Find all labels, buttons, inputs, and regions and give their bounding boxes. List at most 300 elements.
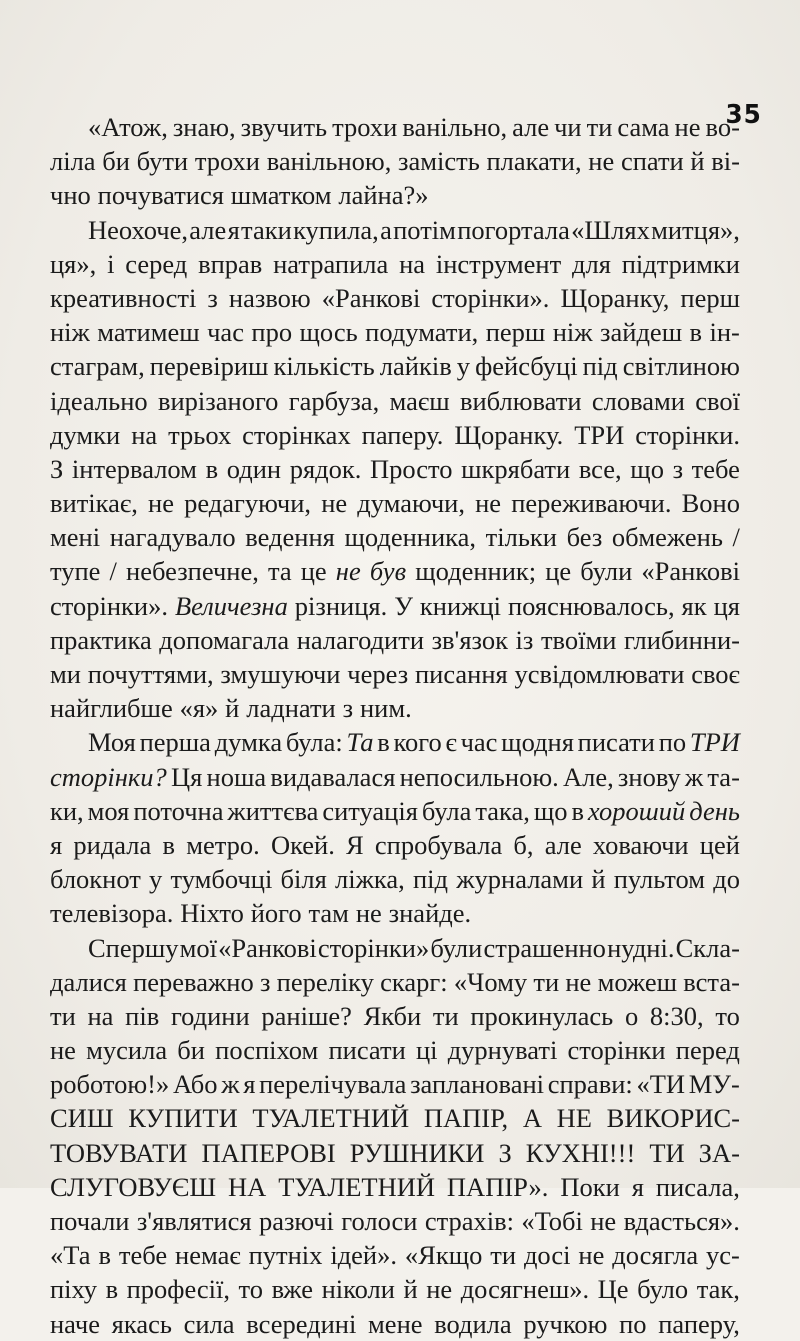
word: блокнот — [50, 864, 141, 895]
word: «Ранкові — [641, 556, 740, 587]
word: Спершу — [88, 932, 179, 963]
word: не — [588, 146, 615, 177]
word: ховаючи — [592, 829, 689, 860]
word: біля — [280, 864, 327, 895]
word: ноша — [206, 761, 267, 792]
word: телевізора. — [50, 898, 174, 929]
word: тебе — [118, 1240, 168, 1271]
word: звучить — [240, 112, 328, 142]
word: не — [590, 1206, 617, 1236]
word: вправ — [198, 248, 263, 279]
text-line — [50, 1101, 740, 1135]
word: ки, — [50, 795, 84, 826]
text-line — [50, 862, 740, 896]
word: Та — [346, 727, 374, 758]
word: в — [205, 453, 219, 484]
word: думаючи, — [357, 488, 465, 519]
word: КУПИТИ — [128, 1103, 238, 1134]
word: гарбуза, — [288, 385, 380, 416]
word: ти — [533, 966, 560, 997]
word: подумати, — [365, 317, 479, 348]
word: зайдеш — [600, 317, 683, 348]
word: були — [580, 556, 633, 587]
word: Моя — [88, 727, 136, 758]
word: трохи — [332, 112, 398, 142]
word: «Ранкові — [218, 932, 317, 963]
word: пультом — [613, 864, 706, 895]
word: кількість — [273, 351, 375, 382]
word: під — [412, 864, 448, 895]
word: словами — [591, 385, 685, 416]
word: плакати, — [486, 146, 582, 177]
word: не — [321, 488, 348, 519]
text-line — [50, 1067, 740, 1101]
word: Якби — [363, 1000, 422, 1031]
word: ПАПІР». — [446, 1171, 549, 1202]
word: щодня — [501, 727, 574, 758]
word: можеш — [597, 966, 678, 997]
word: без — [566, 522, 603, 553]
word: піху — [50, 1274, 98, 1305]
word: своє — [691, 659, 740, 689]
word: в — [98, 1240, 111, 1271]
word: переживаючи. — [511, 488, 672, 519]
text-line — [50, 1307, 740, 1341]
word: один — [226, 453, 282, 484]
word: сторінки» — [317, 932, 430, 963]
word: в — [571, 795, 584, 826]
word: ми — [50, 659, 81, 689]
word: «Ранкові — [321, 282, 421, 313]
word: Просто — [369, 453, 453, 484]
word: путніх — [248, 1240, 323, 1271]
word: разючі — [258, 1206, 334, 1236]
word: якась — [111, 1308, 172, 1339]
word: я — [631, 1171, 644, 1202]
word: з — [672, 453, 684, 484]
word: тумбочці — [170, 864, 273, 895]
word: в — [689, 317, 703, 348]
word: б, — [513, 829, 534, 860]
word: трохи — [194, 146, 260, 177]
word: бути — [136, 146, 189, 177]
word: були — [430, 932, 483, 963]
text-line — [50, 1170, 740, 1204]
word: допомагала — [159, 624, 290, 655]
word: СЛУГОВУЄШ — [50, 1171, 217, 1202]
text-line — [50, 178, 740, 212]
word: витікає, — [50, 488, 138, 519]
text-line — [50, 418, 740, 452]
word: але — [512, 112, 550, 142]
text-line — [50, 1238, 740, 1272]
word: ТУАЛЕТНИЙ — [252, 1103, 410, 1134]
text-line — [50, 589, 740, 623]
word: була: — [285, 727, 343, 758]
word: нудні. — [607, 932, 675, 963]
word: ПАПІР, — [423, 1103, 509, 1134]
text-line — [50, 520, 740, 554]
word: вже — [271, 1274, 314, 1305]
word: Неохоче, — [88, 214, 189, 245]
word: є — [445, 727, 457, 758]
word: вдасться». — [623, 1206, 740, 1236]
text-line — [50, 828, 740, 862]
word: пояснювалось, — [507, 590, 675, 621]
word: моя — [87, 795, 130, 826]
word: практика — [50, 624, 152, 655]
text-line — [50, 281, 740, 315]
word: купила, — [293, 214, 379, 245]
word: ус- — [706, 1240, 740, 1271]
text-line — [50, 144, 740, 178]
word: різниця. — [294, 590, 388, 621]
word: поточна — [133, 795, 224, 826]
word: ручкою — [523, 1308, 608, 1339]
word: Величезна — [174, 590, 288, 621]
word: Воно — [681, 488, 740, 519]
word: обмежень — [611, 522, 723, 553]
word: ця — [713, 590, 740, 621]
word: знаю, — [172, 112, 236, 142]
word: Або — [172, 1069, 218, 1100]
text-line — [50, 657, 740, 691]
word: шматком — [230, 180, 332, 211]
text-line — [50, 452, 740, 486]
word: шкрябати — [461, 453, 571, 484]
text-line — [50, 760, 740, 794]
word: глибинни- — [623, 624, 740, 655]
word: натрапила — [273, 248, 389, 279]
word: роботою!» — [50, 1069, 170, 1100]
word: свої — [695, 385, 740, 416]
word: паперу, — [658, 1308, 740, 1339]
word: ТРИ — [689, 727, 740, 758]
word: почуватися — [97, 180, 224, 211]
word: в — [105, 1274, 119, 1305]
text-line — [50, 794, 740, 828]
word: немає — [175, 1240, 241, 1271]
word: сторінки — [567, 1035, 666, 1066]
word: НА — [228, 1171, 267, 1202]
word: заплановані — [410, 1069, 545, 1100]
word: зв'язок — [431, 624, 508, 655]
word: що — [630, 453, 664, 484]
word: й — [690, 146, 705, 177]
word: тебе — [691, 453, 740, 484]
word: під — [582, 351, 618, 382]
text-line — [50, 554, 740, 588]
word: «Атож, — [88, 112, 168, 142]
word: РУШНИКИ — [349, 1137, 485, 1168]
word: наче — [50, 1308, 100, 1339]
word: потім — [393, 214, 456, 245]
word: замість — [398, 146, 480, 177]
word: перевіриш — [149, 351, 269, 382]
word: там — [308, 898, 349, 929]
word: паперу. — [361, 419, 444, 450]
word: була — [421, 795, 472, 826]
word: ти — [50, 1000, 76, 1031]
word: а — [380, 214, 392, 245]
word: КУХНІ!!! — [525, 1137, 636, 1168]
word: не — [475, 488, 502, 519]
word: змушуючи — [220, 659, 341, 689]
word: трьох — [168, 419, 232, 450]
word: й — [403, 1274, 418, 1305]
word: поспіхом — [215, 1035, 319, 1066]
word: страшенно — [483, 932, 606, 963]
word: інтервалом — [71, 453, 197, 484]
word: не — [674, 112, 701, 142]
word: хороший — [587, 795, 686, 826]
word: ЗА- — [698, 1137, 740, 1168]
text-line — [50, 1033, 740, 1067]
word: креативності — [50, 282, 197, 313]
word: «ТИ — [636, 1069, 686, 1100]
word: по — [619, 1308, 647, 1339]
word: книжці — [419, 590, 501, 621]
word: було — [637, 1274, 689, 1305]
word: досягнеш». — [460, 1274, 590, 1305]
word: думка — [214, 727, 283, 758]
word: знайде. — [388, 898, 472, 929]
word: матимеш — [97, 317, 200, 348]
word: сторінки». — [50, 590, 168, 621]
word: кого — [393, 727, 442, 758]
text-line — [50, 213, 740, 247]
body-text — [50, 110, 740, 1341]
word: почали — [50, 1206, 130, 1236]
word: в — [162, 829, 175, 860]
word: цей — [699, 829, 740, 860]
word: би — [102, 146, 130, 177]
word: ві- — [711, 146, 740, 177]
word: досі — [523, 1240, 571, 1271]
word: з'являтися — [136, 1206, 252, 1236]
word: писати — [328, 1035, 406, 1066]
text-line — [50, 623, 740, 657]
text-line — [50, 1136, 740, 1170]
text-line — [50, 691, 740, 725]
word: СИШ — [50, 1103, 114, 1134]
word: ліла — [50, 146, 96, 177]
word: мусила — [86, 1035, 168, 1066]
word: в — [377, 727, 390, 758]
word: така, — [475, 795, 530, 826]
word: це — [545, 556, 572, 587]
word: ніколи — [321, 1274, 395, 1305]
text-line — [50, 999, 740, 1033]
word: справи: — [547, 1069, 633, 1100]
word: дурнуваті — [447, 1035, 558, 1066]
word: його — [250, 898, 302, 929]
word: що — [533, 795, 568, 826]
word: найглибше — [50, 693, 173, 724]
word: раніше? — [261, 1000, 352, 1031]
word: сторінках — [242, 419, 351, 450]
word: я — [227, 214, 240, 245]
word: ладнати — [246, 693, 336, 724]
word: переліку — [276, 966, 374, 997]
word: через — [347, 659, 409, 689]
word: Ця — [171, 761, 203, 792]
word: всередині — [246, 1308, 357, 1339]
text-line — [50, 315, 740, 349]
word: ліжка, — [335, 864, 405, 895]
word: МУ- — [688, 1069, 740, 1100]
word: стаграм, — [50, 351, 145, 382]
word: би — [177, 1035, 205, 1066]
word: 8:30, — [649, 1000, 704, 1031]
word: нагадувало — [109, 522, 236, 553]
word: ж — [684, 761, 704, 792]
text-line — [50, 349, 740, 383]
word: до — [713, 864, 740, 895]
word: день — [689, 795, 740, 826]
word: ТОВУВАТИ — [50, 1137, 188, 1168]
word: не — [426, 1274, 453, 1305]
word: ванільно, — [402, 112, 508, 142]
text-line — [50, 486, 740, 520]
word: професії, — [126, 1274, 231, 1305]
word: ним. — [359, 693, 412, 724]
word: як — [681, 590, 707, 621]
word: ідеально — [50, 385, 148, 416]
word: писати — [577, 727, 655, 758]
word: час — [207, 317, 244, 348]
word: але — [189, 214, 227, 245]
word: з — [342, 693, 354, 724]
word: ТРИ — [574, 419, 625, 450]
word: «Тобі — [521, 1206, 583, 1236]
word: з — [259, 966, 271, 997]
word: митця», — [651, 214, 740, 245]
word: ін- — [709, 317, 740, 348]
word: писала, — [655, 1171, 740, 1202]
word: сила — [183, 1308, 235, 1339]
word: й — [225, 693, 240, 724]
word: Окей. — [270, 829, 335, 860]
word: З — [50, 453, 64, 484]
word: виблювати — [459, 385, 582, 416]
word: ванільною, — [266, 146, 392, 177]
word: серед — [125, 248, 188, 279]
word: во- — [705, 112, 740, 142]
word: лайна?» — [338, 180, 429, 211]
word: фейсбуці — [475, 351, 578, 382]
word: ти — [586, 112, 613, 142]
word: про — [251, 317, 293, 348]
word: скарг: — [380, 966, 448, 997]
word: ти — [432, 1000, 459, 1031]
word: Я — [346, 829, 364, 860]
word: ж — [221, 1069, 240, 1100]
word: усвідомлювати — [514, 659, 685, 689]
page-number: 35 — [725, 100, 762, 130]
word: та- — [707, 761, 740, 792]
word: писання — [414, 659, 508, 689]
word: «Якщо — [404, 1240, 483, 1271]
word: знову — [617, 761, 681, 792]
word: далися — [50, 966, 127, 997]
word: ситуація — [322, 795, 418, 826]
word: таки — [241, 214, 292, 245]
word: маєш — [389, 385, 450, 416]
word: редагуючи, — [184, 488, 312, 519]
text-line — [50, 384, 740, 418]
text-line — [50, 247, 740, 281]
text-line — [50, 1204, 740, 1238]
word: небезпечне, — [126, 556, 259, 587]
word: «Та — [50, 1240, 91, 1271]
word: й — [591, 864, 606, 895]
word: «Чому — [453, 966, 528, 997]
word: сама — [617, 112, 670, 142]
word: перш — [680, 282, 740, 313]
word: години — [170, 1000, 250, 1031]
word: був — [369, 556, 407, 587]
word: погортала — [457, 214, 570, 245]
word: так, — [696, 1274, 740, 1305]
word: тільки — [485, 522, 557, 553]
word: все, — [578, 453, 622, 484]
word: перелічувала — [259, 1069, 407, 1100]
word: у — [456, 351, 471, 382]
word: Щоранку. — [454, 419, 564, 450]
word: прокинулась — [470, 1000, 614, 1031]
word: на — [87, 1000, 114, 1031]
word: мені — [50, 522, 101, 553]
word: час — [460, 727, 498, 758]
text-line — [50, 110, 740, 144]
word: по — [658, 727, 687, 758]
word: НЕ — [556, 1103, 592, 1134]
word: рядок. — [289, 453, 362, 484]
word: то — [238, 1274, 264, 1305]
word: спробувала — [374, 829, 503, 860]
word: щось — [299, 317, 358, 348]
word: ТИ — [649, 1137, 685, 1168]
word: ніж — [50, 317, 90, 348]
word: назвою — [228, 282, 311, 313]
word: Скла- — [675, 932, 740, 963]
word: життєва — [227, 795, 319, 826]
word: твоїми — [540, 624, 617, 655]
word: вирізаного — [157, 385, 279, 416]
word: ідей». — [330, 1240, 397, 1271]
word: Але, — [562, 761, 614, 792]
word: ці — [415, 1035, 438, 1066]
word: сторінки». — [431, 282, 550, 313]
word: щоденника, — [344, 522, 477, 553]
word: / — [732, 522, 740, 553]
text-line — [50, 965, 740, 999]
word: перш — [485, 317, 546, 348]
word: налагодити — [296, 624, 425, 655]
word: пів — [125, 1000, 160, 1031]
word: не — [355, 898, 382, 929]
word: З — [498, 1137, 512, 1168]
word: почуттями, — [87, 659, 214, 689]
word: непосильною. — [399, 761, 559, 792]
text-line — [50, 931, 740, 965]
word: ТУАЛЕТНИЙ — [278, 1171, 435, 1202]
word: із — [515, 624, 534, 655]
word: чи — [554, 112, 582, 142]
word: перед — [675, 1035, 740, 1066]
word: підтримки — [621, 248, 740, 279]
